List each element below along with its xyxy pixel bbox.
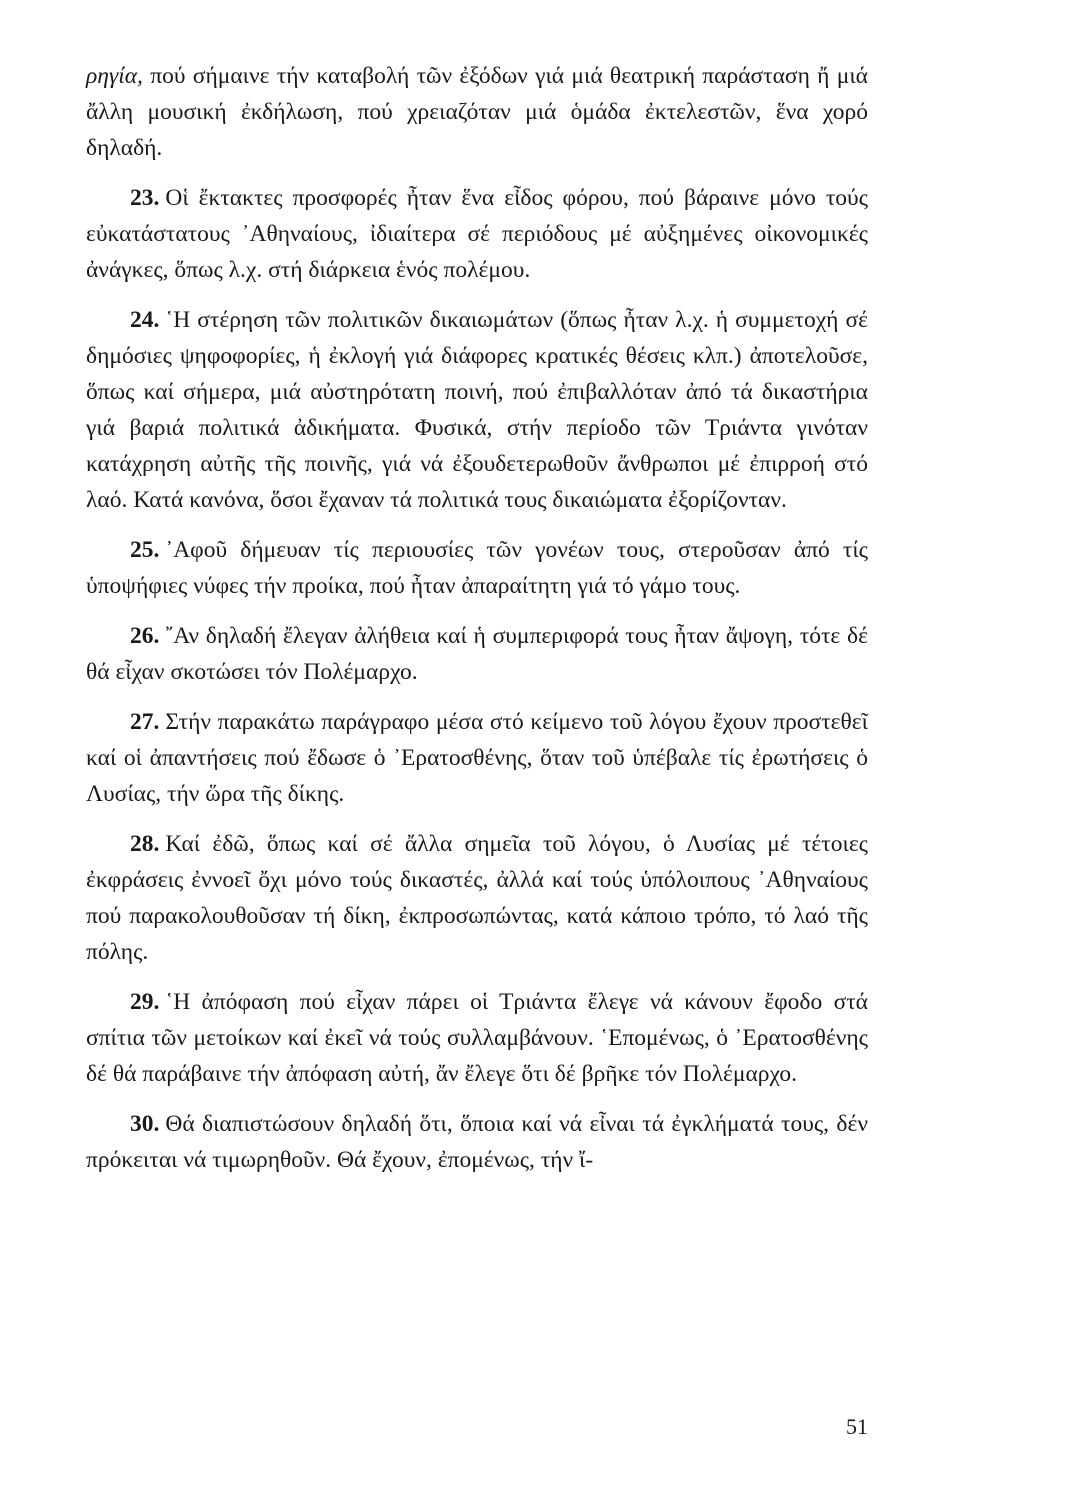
note-text: ῾Η ἀπόφαση πού εἶχαν πάρει οἱ Τριάντα ἔλεγε νά κάνουν ἔφοδο στά σπίτια τῶν μετοίκων καί ἐκεῖ νά τούς συλλαμβάνουν. ῾Επομένως, ὁ ᾿Ερατοσθένης δέ θά παράβαινε τήν ἀπόφαση αὐτή, ἄν ἔλεγε ὅτι δέ βρῆκε τόν Πολέμαρχο.: [86, 989, 868, 1087]
note-number: 27.: [130, 709, 160, 735]
note-29: [86, 984, 868, 1092]
note-30: [86, 1106, 868, 1178]
note-27: [86, 704, 868, 812]
note-25: [86, 532, 868, 604]
note-text: ᾿Αφοῦ δήμευαν τίς περιουσίες τῶν γονέων τους, στεροῦσαν ἀπό τίς ὑποψήφιες νύφες τήν προίκα, πού ἦταν ἀπαραίτητη γιά τό γάμο τους.: [86, 537, 868, 599]
continuation-paragraph: [86, 58, 868, 166]
note-text: Θά διαπιστώσουν δηλαδή ὅτι, ὅποια καί νά εἶναι τά ἐγκλήματά τους, δέν πρόκειται νά τιμωρηθοῦν. Θά ἔχουν, ἐπομένως, τήν ἴ-: [86, 1111, 868, 1173]
note-text: Καί ἐδῶ, ὅπως καί σέ ἄλλα σημεῖα τοῦ λόγου, ὁ Λυσίας μέ τέτοιες ἐκφράσεις ἐννοεῖ ὄχι μόνο τούς δικαστές, ἀλλά καί τούς ὑπόλοιπους ᾿Αθηναίους πού παρακολουθοῦσαν τή δίκη, ἐκπροσωπώντας, κατά κάποιο τρόπο, τό λαό τῆς πόλης.: [86, 831, 868, 965]
note-number: 23.: [130, 185, 160, 211]
note-23: [86, 180, 868, 288]
footnotes-text-block: [86, 58, 868, 1178]
note-text: ῎Αν δηλαδή ἔλεγαν ἀλήθεια καί ἡ συμπεριφορά τους ἦταν ἄψογη, τότε δέ θά εἶχαν σκοτώσει τόν Πολέμαρχο.: [86, 623, 868, 685]
note-24: [86, 302, 868, 518]
note-number: 26.: [130, 623, 160, 649]
note-number: 24.: [130, 307, 160, 333]
note-text: ῾Η στέρηση τῶν πολιτικῶν δικαιωμάτων (ὅπως ἦταν λ.χ. ἡ συμμετοχή σέ δημόσιες ψηφοφορίες, ἡ ἐκλογή γιά διάφορες κρατικές θέσεις κλπ.) ἀποτελοῦσε, ὅπως καί σήμερα, μιά αὐστηρότατη ποινή, πού ἐπιβαλλόταν ἀπό τά δικαστήρια γιά βαριά πολιτικά ἀδικήματα. Φυσικά, στήν περίοδο τῶν Τριάντα γινόταν κατάχρηση αὐτῆς τῆς ποινῆς, γιά νά ἐξουδετερωθοῦν ἄνθρωποι μέ ἐπιρροή στό λαό. Κατά κανόνα, ὅσοι ἔχαναν τά πολιτικά τους δικαιώματα ἐξορίζονταν.: [86, 307, 868, 513]
continuation-italic-word: ρηγία,: [86, 63, 143, 89]
note-number: 28.: [130, 831, 160, 857]
note-text: Οἱ ἔκτακτες προσφορές ἦταν ἕνα εἶδος φόρου, πού βάραινε μόνο τούς εὐκατάστατους ᾿Αθηναίους, ἰδιαίτερα σέ περιόδους μέ αὐξημένες οἰκονομικές ἀνάγκες, ὅπως λ.χ. στή διάρκεια ἑνός πολέμου.: [86, 185, 868, 283]
page-number: 51: [846, 1414, 868, 1439]
note-number: 25.: [130, 537, 160, 563]
note-26: [86, 618, 868, 690]
note-28: [86, 826, 868, 970]
note-text: Στήν παρακάτω παράγραφο μέσα στό κείμενο τοῦ λόγου ἔχουν προστεθεῖ καί οἱ ἀπαντήσεις πού ἔδωσε ὁ ᾿Ερατοσθένης, ὅταν τοῦ ὑπέβαλε τίς ἐρωτήσεις ὁ Λυσίας, τήν ὥρα τῆς δίκης.: [86, 709, 868, 807]
note-number: 29.: [130, 989, 160, 1015]
continuation-text: πού σήμαινε τήν καταβολή τῶν ἐξόδων γιά μιά θεατρική παράσταση ἤ μιά ἄλλη μουσική ἐκδήλωση, πού χρειαζόταν μιά ὁμάδα ἐκτελεστῶν, ἕνα χορό δηλαδή.: [86, 63, 868, 161]
note-number: 30.: [130, 1111, 160, 1137]
